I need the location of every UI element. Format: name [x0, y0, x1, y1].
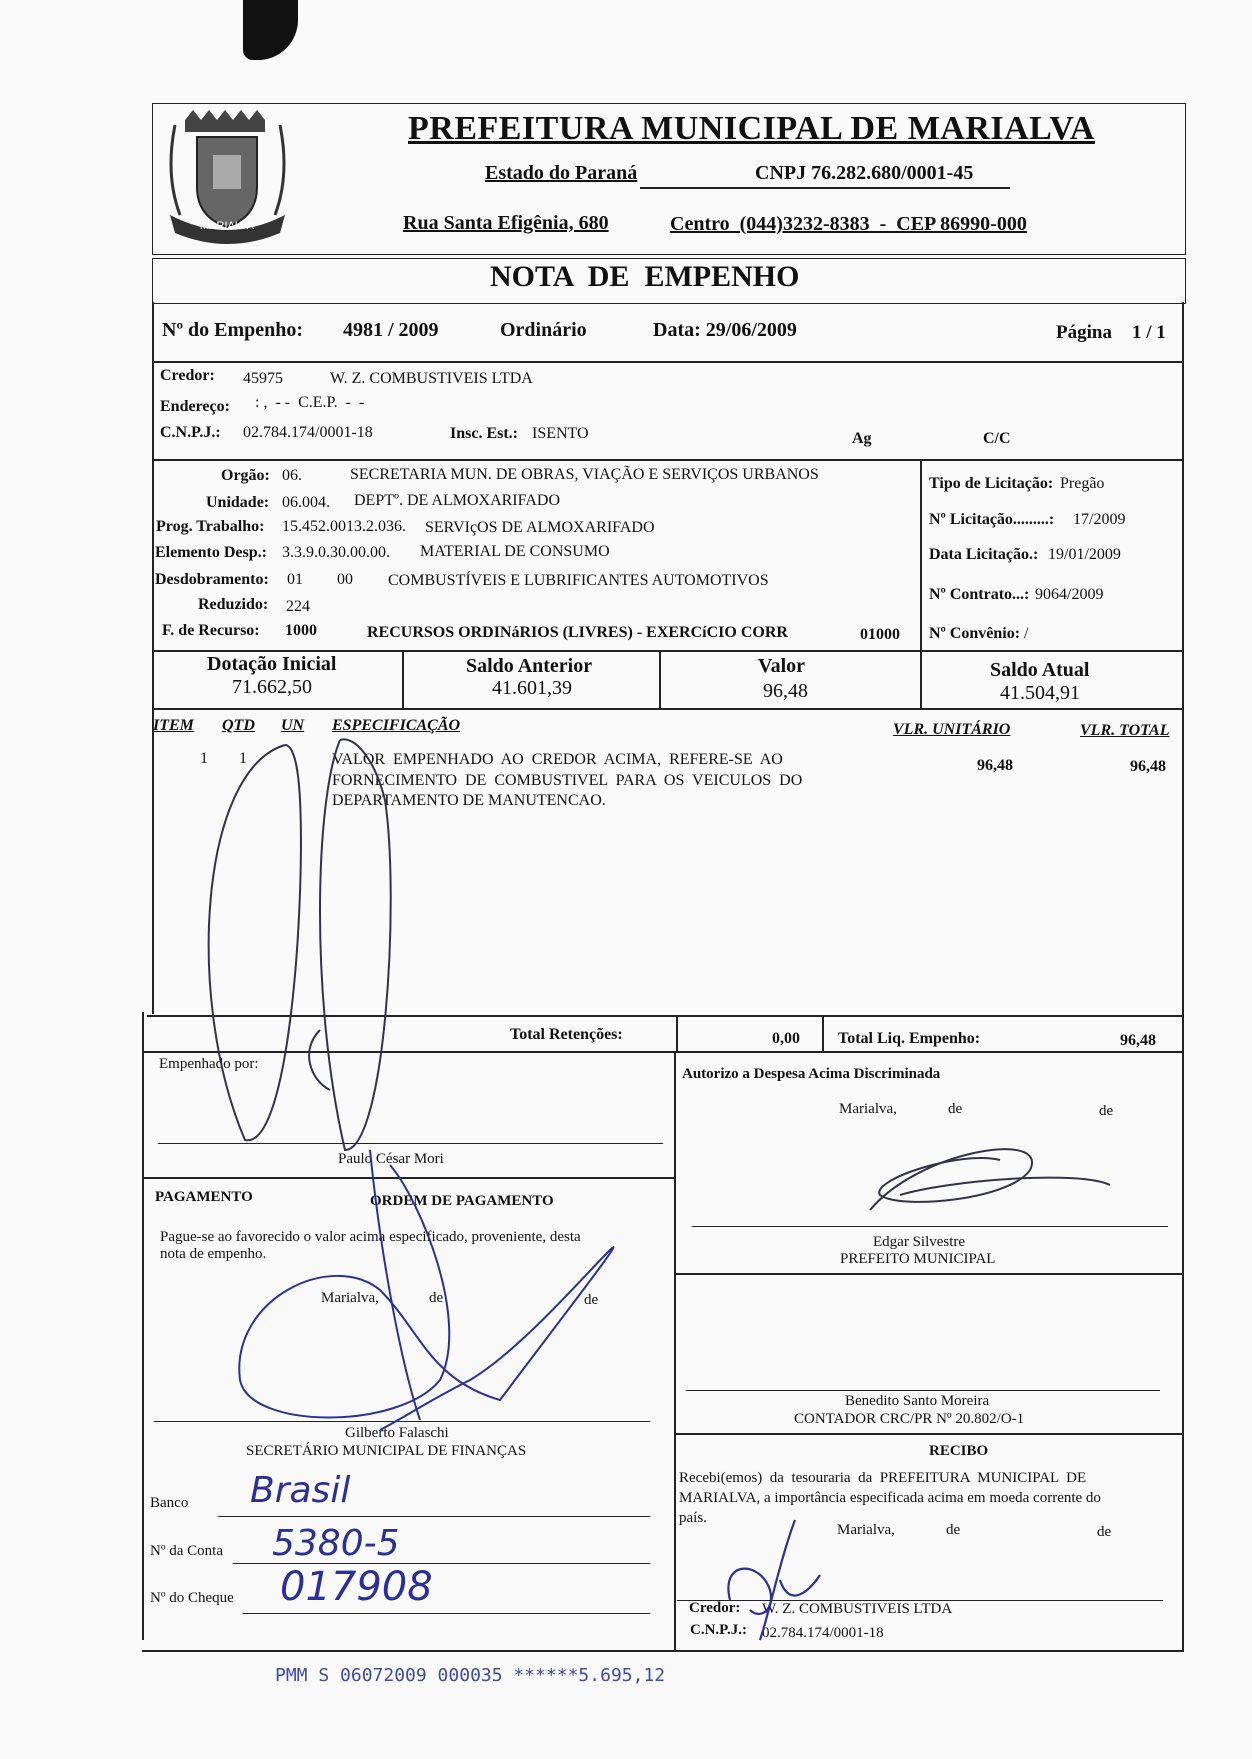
orgao-code: 06.: [282, 467, 302, 484]
orgao-label: Orgão:: [221, 467, 270, 484]
contador-signer: Benedito Santo Moreira: [845, 1393, 990, 1409]
insc-value: ISENTO: [532, 425, 589, 442]
conta-corrente-label: C/C: [983, 430, 1011, 447]
orgao-name: SECRETARIA MUN. DE OBRAS, VIAÇÃO E SERVIÇOS URBANOS: [350, 466, 819, 483]
elemento-code: 3.3.9.0.30.00.00.: [282, 544, 390, 561]
fonte-name: RECURSOS ORDINáRIOS (LIVRES) - EXERCíCIO CORR: [367, 624, 788, 641]
col-total-header: VLR. TOTAL: [1080, 722, 1170, 739]
data-licitacao-value: 19/01/2009: [1048, 546, 1121, 563]
num-licitacao-value: 17/2009: [1073, 511, 1126, 528]
recibo-text-3: país.: [679, 1510, 707, 1526]
address-rest: Centro (044)3232-8383 - CEP 86990-000: [670, 213, 1027, 235]
endereco-value: : , - - C.E.P. - -: [255, 394, 365, 411]
logo-ribbon-text: MARIALVA: [200, 220, 254, 232]
contador-role: CONTADOR CRC/PR Nº 20.802/O-1: [794, 1411, 1025, 1427]
pagamento-text-1: Pague-se ao favorecido o valor acima especificado, proveniente, desta: [160, 1229, 581, 1245]
saldo-atual-label: Saldo Atual: [990, 659, 1090, 681]
cnpj-header: CNPJ 76.282.680/0001-45: [755, 162, 974, 184]
empenho-label: Nº do Empenho:: [162, 319, 304, 341]
recibo-city: Marialva,: [837, 1522, 895, 1538]
credor-label: Credor:: [160, 367, 215, 384]
valor-label: Valor: [758, 655, 806, 677]
item-spec-line-1: VALOR EMPENHADO AO CREDOR ACIMA, REFERE-SE AO: [332, 751, 783, 768]
agencia-label: Ag: [852, 430, 872, 447]
desdobramento-label: Desdobramento:: [155, 571, 269, 588]
state-name: Estado do Paraná: [485, 162, 638, 184]
liquido-value: 96,48: [1120, 1032, 1156, 1049]
insc-label: Insc. Est.:: [450, 425, 519, 442]
contrato-label: Nº Contrato...:: [929, 586, 1030, 603]
col-qtd-header: QTD: [222, 717, 255, 734]
convenio-value: /: [1024, 625, 1029, 642]
desdobramento-code-1: 01: [287, 571, 303, 588]
conta-label: Nº da Conta: [150, 1543, 223, 1559]
street-address: Rua Santa Efigênia, 680: [403, 212, 609, 234]
recibo-text-1: Recebi(emos) da tesouraria da PREFEITURA MUNICIPAL DE: [679, 1470, 1087, 1486]
cheque-handwritten: 017908: [280, 1564, 433, 1610]
saldo-anterior-label: Saldo Anterior: [466, 655, 593, 677]
endereco-label: Endereço:: [160, 398, 230, 415]
pagamento-city: Marialva,: [321, 1290, 379, 1306]
col-item-header: ITEM: [153, 717, 194, 734]
pagamento-role: SECRETÁRIO MUNICIPAL DE FINANÇAS: [246, 1443, 527, 1459]
conta-handwritten: 5380-5: [272, 1523, 400, 1564]
retencoes-value: 0,00: [772, 1030, 800, 1047]
pagamento-signature: [239, 1150, 613, 1430]
item-total: 96,48: [1130, 758, 1166, 775]
prog-name: SERVIçOS DE ALMOXARIFADO: [425, 519, 655, 536]
saldo-atual-value: 41.504,91: [1000, 682, 1080, 704]
liquido-label: Total Liq. Empenho:: [838, 1030, 981, 1047]
banco-handwritten: Brasil: [250, 1470, 351, 1511]
credor-name: W. Z. COMBUSTIVEIS LTDA: [330, 370, 533, 387]
col-unit-price-header: VLR. UNITÁRIO: [893, 721, 1011, 738]
pagamento-label: PAGAMENTO: [155, 1189, 253, 1205]
saldo-anterior-value: 41.601,39: [492, 677, 572, 699]
fonte-label: F. de Recurso:: [162, 622, 260, 639]
col-spec-header: ESPECIFICAÇÃO: [332, 717, 461, 734]
item-unit-price: 96,48: [977, 757, 1013, 774]
retencoes-label: Total Retenções:: [510, 1026, 623, 1043]
recibo-credor-name: W. Z. COMBUSTIVEIS LTDA: [762, 1601, 953, 1617]
unidade-code: 06.004.: [282, 494, 330, 511]
empenhado-label: Empenhado por:: [159, 1056, 259, 1072]
prog-label: Prog. Trabalho:: [156, 518, 265, 535]
elemento-name: MATERIAL DE CONSUMO: [420, 543, 610, 560]
item-spec-line-2: FORNECIMENTO DE COMBUSTIVEL PARA OS VEICULOS DO: [332, 772, 803, 789]
empenho-kind: Ordinário: [500, 319, 587, 341]
fonte-code: 1000: [285, 622, 317, 639]
convenio-label: Nº Convênio:: [929, 625, 1021, 642]
recibo-cnpj-value: 02.784.174/0001-18: [762, 1625, 884, 1641]
empenhado-signer: Paulo César Mori: [338, 1151, 444, 1167]
cnpj-label: C.N.P.J.:: [160, 424, 221, 441]
empenho-date: Data: 29/06/2009: [653, 319, 797, 341]
contrato-value: 9064/2009: [1035, 586, 1104, 603]
banco-label: Banco: [150, 1495, 189, 1511]
item-qtd: 1: [239, 750, 247, 767]
ordem-pagamento-label: ORDEM DE PAGAMENTO: [370, 1193, 554, 1209]
prefeitura-title: PREFEITURA MUNICIPAL DE MARIALVA: [408, 110, 1095, 147]
fonte-code-2: 01000: [860, 626, 900, 643]
empenhado-signature: [209, 739, 391, 1150]
reduzido-label: Reduzido:: [198, 596, 269, 613]
unidade-label: Unidade:: [206, 494, 270, 511]
empenho-number: 4981 / 2009: [343, 319, 439, 341]
recibo-signature: [728, 1520, 820, 1640]
cheque-label: Nº do Cheque: [150, 1590, 234, 1606]
num-licitacao-label: Nº Licitação.........:: [929, 511, 1055, 528]
bank-stamp: PMM S 06072009 000035 ******5.695,12: [275, 1665, 666, 1686]
dotacao-label: Dotação Inicial: [207, 653, 337, 675]
autorizo-city: Marialva,: [839, 1101, 897, 1117]
document-title: NOTA DE EMPENHO: [490, 260, 800, 293]
recibo-credor-label: Credor:: [689, 1600, 741, 1616]
elemento-label: Elemento Desp.:: [155, 544, 267, 561]
data-licitacao-label: Data Licitação.:: [929, 546, 1039, 563]
pagamento-signer: Gilberto Falaschi: [345, 1425, 449, 1441]
autorizo-role: PREFEITO MUNICIPAL: [840, 1251, 996, 1267]
autorizo-de-1: de: [948, 1101, 963, 1117]
recibo-de-2: de: [1097, 1524, 1112, 1540]
item-spec-line-3: DEPARTAMENTO DE MANUTENCAO.: [332, 792, 606, 809]
desdobramento-name: COMBUSTÍVEIS E LUBRIFICANTES AUTOMOTIVOS: [388, 572, 769, 589]
autorizo-signature: [870, 1149, 1110, 1210]
credor-code: 45975: [243, 370, 283, 387]
col-un-header: UN: [281, 717, 305, 734]
prog-code: 15.452.0013.2.036.: [282, 518, 406, 535]
page-number: 1 / 1: [1132, 322, 1166, 343]
valor-value: 96,48: [763, 680, 808, 702]
pagamento-de-2: de: [584, 1292, 599, 1308]
autorizo-de-2: de: [1099, 1103, 1114, 1119]
recibo-text-2: MARIALVA, a importância especificada acima em moeda corrente do: [679, 1490, 1101, 1506]
unidade-name: DEPTº. DE ALMOXARIFADO: [354, 492, 560, 509]
tipo-licitacao-value: Pregão: [1060, 475, 1105, 492]
recibo-cnpj-label: C.N.P.J.:: [690, 1622, 747, 1638]
autorizo-label: Autorizo a Despesa Acima Discriminada: [682, 1066, 941, 1082]
recibo-title: RECIBO: [929, 1443, 989, 1459]
recibo-de-1: de: [946, 1522, 961, 1538]
item-number: 1: [200, 750, 208, 767]
autorizo-signer: Edgar Silvestre: [873, 1234, 966, 1250]
cnpj-value: 02.784.174/0001-18: [243, 424, 373, 441]
desdobramento-code-2: 00: [337, 571, 353, 588]
tipo-licitacao-label: Tipo de Licitação:: [929, 475, 1054, 492]
dotacao-value: 71.662,50: [232, 676, 312, 698]
pagamento-text-2: nota de empenho.: [160, 1246, 267, 1262]
pagamento-de-1: de: [429, 1290, 444, 1306]
reduzido-value: 224: [286, 598, 310, 615]
page-label: Página: [1056, 322, 1112, 343]
